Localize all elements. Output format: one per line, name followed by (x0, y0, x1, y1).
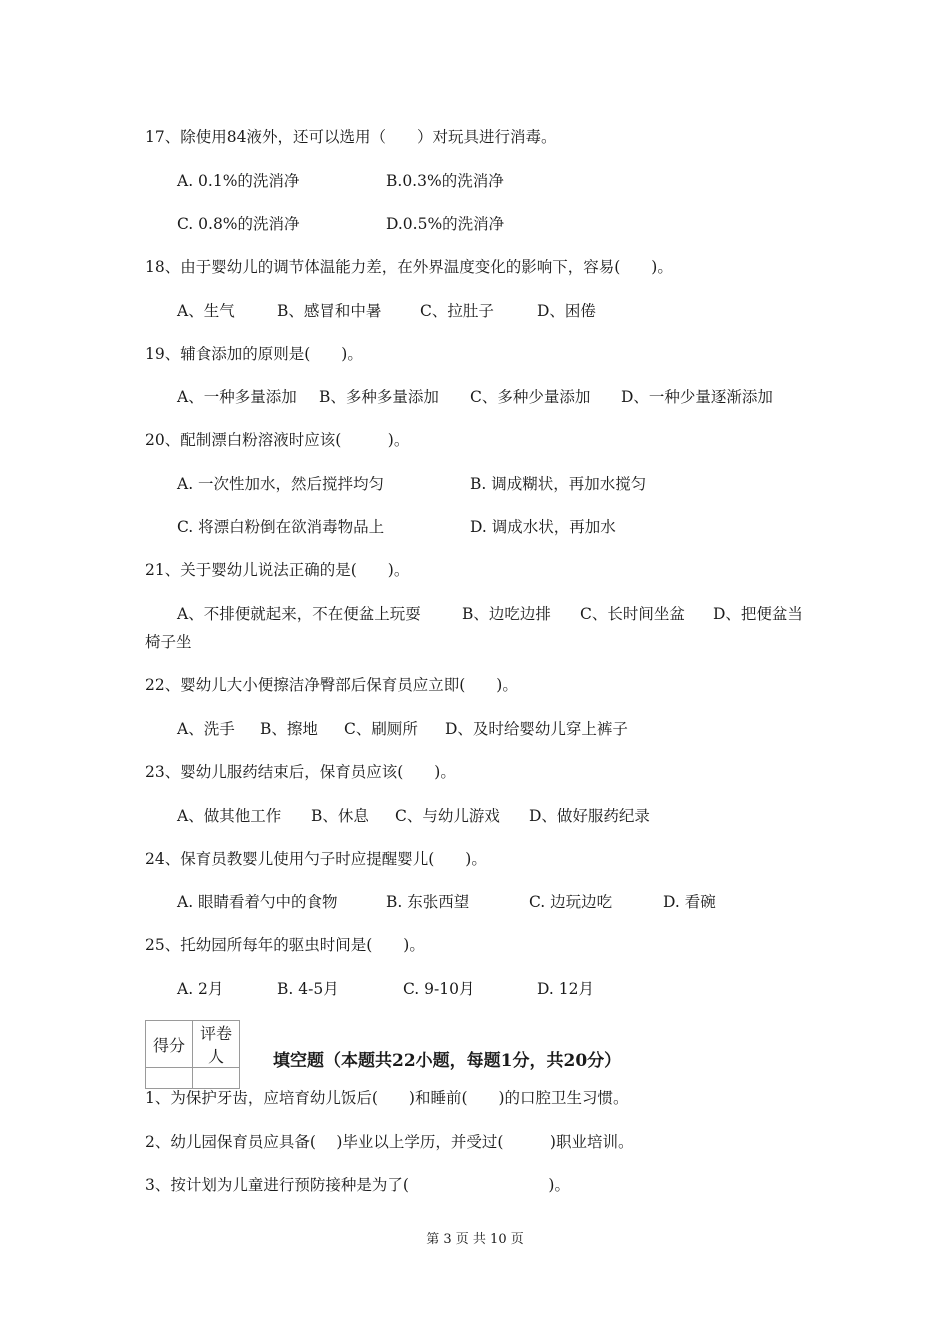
option-24b: B. 东张西望 (386, 893, 470, 911)
option-20d: D. 调成水状，再加水 (470, 518, 616, 536)
option-21d: D、把便盆当 (713, 605, 803, 623)
option-21b: B、边吃边排 (462, 605, 551, 623)
question-25: 25、托幼园所每年的驱虫时间是( )。 (145, 936, 425, 954)
option-19a: A、一种多量添加 (177, 388, 297, 406)
option-22a: A、洗手 (177, 720, 235, 738)
option-18c: C、拉肚子 (420, 302, 494, 320)
score-cell[interactable] (146, 1068, 193, 1089)
option-19c: C、多种少量添加 (470, 388, 591, 406)
score-label: 得分 (146, 1021, 193, 1068)
score-table (145, 1020, 240, 1089)
option-17a: A. 0.1%的洗消净 (177, 172, 300, 190)
question-21: 21、关于婴幼儿说法正确的是( )。 (145, 561, 410, 579)
option-17d: D.0.5%的洗消净 (386, 215, 505, 233)
question-23: 23、婴幼儿服药结束后，保育员应该( )。 (145, 763, 456, 781)
option-17b: B.0.3%的洗消净 (386, 172, 504, 190)
option-24d: D. 看碗 (663, 893, 716, 911)
option-25a: A. 2月 (177, 980, 224, 998)
option-24c: C. 边玩边吃 (529, 893, 613, 911)
section-title: 填空题（本题共22小题，每题1分，共20分） (273, 1051, 622, 1071)
option-19b: B、多种多量添加 (319, 388, 439, 406)
question-19: 19、辅食添加的原则是( )。 (145, 345, 363, 363)
option-20c: C. 将漂白粉倒在欲消毒物品上 (177, 518, 385, 536)
grader-label: 评卷人 (193, 1021, 240, 1068)
option-18d: D、困倦 (537, 302, 596, 320)
option-18b: B、感冒和中暑 (277, 302, 382, 320)
question-22: 22、婴幼儿大小便擦洁净臀部后保育员应立即( )。 (145, 676, 518, 694)
grader-cell[interactable] (193, 1068, 240, 1089)
option-18a: A、生气 (177, 302, 235, 320)
option-23c: C、与幼儿游戏 (395, 807, 500, 825)
fill-question-2: 2、幼儿园保育员应具备( )毕业以上学历，并受过( )职业培训。 (145, 1133, 634, 1151)
option-22b: B、擦地 (260, 720, 318, 738)
option-21a: A、不排便就起来，不在便盆上玩耍 (177, 605, 421, 623)
option-25c: C. 9-10月 (403, 980, 475, 998)
option-19d: D、一种少量逐渐添加 (621, 388, 773, 406)
option-21d-continued: 椅子坐 (145, 633, 192, 651)
option-23b: B、休息 (311, 807, 369, 825)
fill-question-3: 3、按计划为儿童进行预防接种是为了( )。 (145, 1176, 570, 1194)
option-25b: B. 4-5月 (277, 980, 339, 998)
page-footer: 第 3 页 共 10 页 (426, 1232, 524, 1247)
fill-question-1: 1、为保护牙齿，应培育幼儿饭后( )和睡前( )的口腔卫生习惯。 (145, 1089, 629, 1107)
question-24: 24、保育员教婴儿使用勺子时应提醒婴儿( )。 (145, 850, 487, 868)
option-23a: A、做其他工作 (177, 807, 282, 825)
option-23d: D、做好服药纪录 (529, 807, 650, 825)
question-20: 20、配制漂白粉溶液时应该( )。 (145, 431, 410, 449)
option-24a: A. 眼睛看着勺中的食物 (177, 893, 338, 911)
option-22d: D、及时给婴幼儿穿上裤子 (445, 720, 628, 738)
option-21c: C、长时间坐盆 (580, 605, 685, 623)
option-20a: A. 一次性加水，然后搅拌均匀 (177, 475, 385, 493)
question-17: 17、除使用84液外，还可以选用（ ）对玩具进行消毒。 (145, 128, 557, 146)
option-25d: D. 12月 (537, 980, 594, 998)
question-18: 18、由于婴幼儿的调节体温能力差，在外界温度变化的影响下，容易( )。 (145, 258, 673, 276)
option-17c: C. 0.8%的洗消净 (177, 215, 300, 233)
option-20b: B. 调成糊状，再加水搅匀 (470, 475, 647, 493)
option-22c: C、刷厕所 (344, 720, 418, 738)
